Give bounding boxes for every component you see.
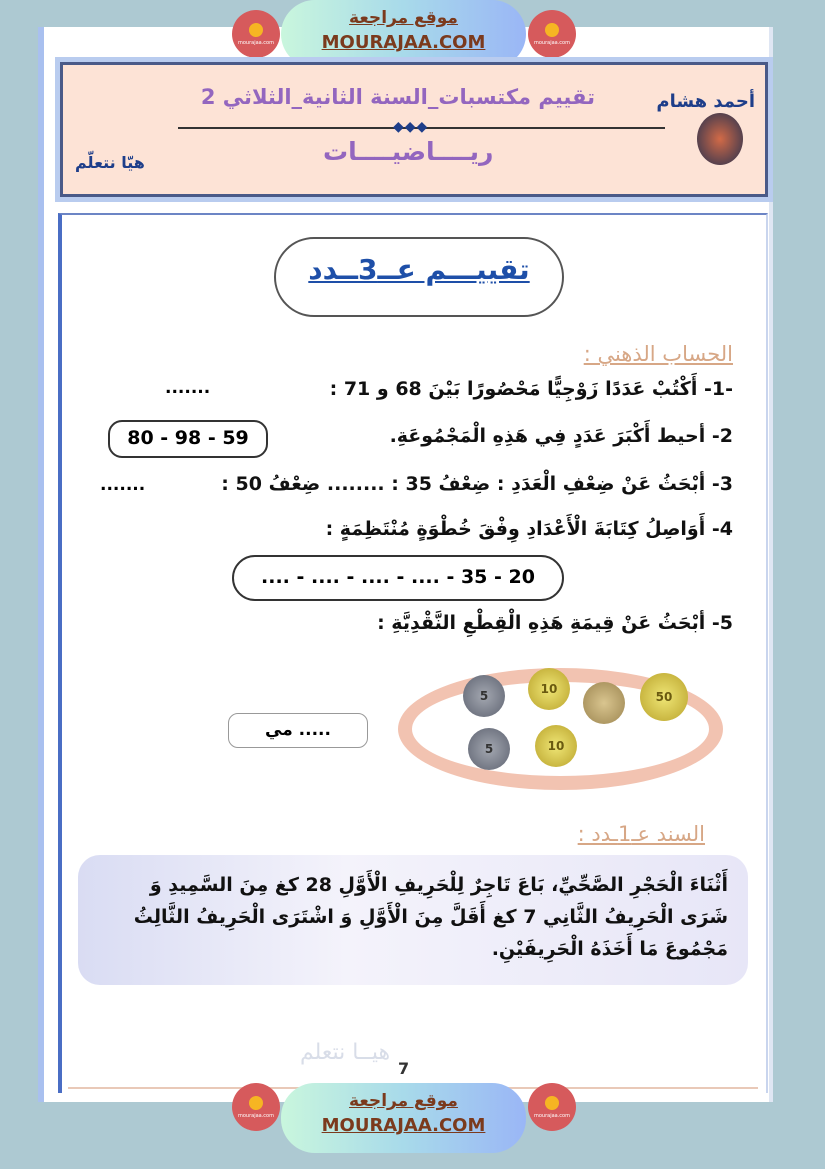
author-name: أحمد هشام (656, 91, 755, 112)
question-5: 5- أبْحَثُ عَنْ قِيمَةِ هَذِهِ الْقِطْعِ النَّقْدِيَّةِ : (377, 612, 733, 634)
assessment-badge (274, 237, 564, 317)
coin-bronze (583, 682, 625, 724)
question-2: 2- أحيط أَكْبَرَ عَدَدٍ فِي هَذِهِ الْمَجْمُوعَةِ. (389, 425, 733, 447)
problem-text: أَثْنَاءَ الْحَجْرِ الصَّحِّيِّ، بَاعَ تَاجِرٌ لِلْحَرِيفِ الْأَوَّلِ 28 كغ مِنَ السَّمِيدِ وَ شَرَى الْحَرِيفُ الثَّانِي 7 كغ أَقَلَّ مِنَ الْأَوَّلِ وَ اشْتَرَى الْحَرِيفُ الثَّالِثُ مَجْمُوعَ مَا أَخَذَهُ الْحَرِيفَيْنِ. (78, 855, 748, 985)
worksheet-header (60, 62, 768, 197)
coin-50: 50 (640, 673, 688, 721)
brand-logo-right: mourajaa.com (528, 10, 576, 58)
section-context: السند عـ1ـدد : (577, 822, 705, 846)
footer-watermark: هيــا نتعلم (300, 1040, 391, 1065)
coin-10: 10 (535, 725, 577, 767)
brand-logo-right-bottom: mourajaa.com (528, 1083, 576, 1131)
book-icon (249, 23, 263, 37)
slogan: هيّا نتعلّم (75, 153, 145, 172)
coin-10: 10 (528, 668, 570, 710)
question-1: -1- أَكْتُبْ عَدَدًا زَوْجِيًّا مَحْصُورًا بَيْنَ 68 و 71 : (329, 378, 733, 400)
answer-blank-1[interactable]: ....... (165, 378, 211, 398)
badge-title: تقييـــم عــ3ــدد (308, 253, 530, 286)
sequence-box[interactable]: .... - .... - .... - .... - 35 - 20 (232, 555, 564, 601)
book-icon (545, 1096, 559, 1110)
coin-5: 5 (463, 675, 505, 717)
section-mental-math: الحساب الذهني : (583, 342, 733, 366)
brand-logo-left: mourajaa.com (232, 10, 280, 58)
coin-value-answer[interactable]: ..... مي (228, 713, 368, 748)
header-title: تقييم مكتسبات_السنة الثانية_الثلاثي 2 (200, 85, 595, 109)
answer-blank-3[interactable]: ....... (100, 475, 146, 495)
page-number: 7 (398, 1059, 410, 1078)
brand-en: MOURAJAA.COM (321, 1115, 486, 1136)
subject-title: ريــــاضيــــات (323, 137, 494, 166)
brand-banner-top[interactable] (281, 0, 526, 68)
book-icon (249, 1096, 263, 1110)
question-3: 3- أبْحَثُ عَنْ ضِعْفِ الْعَدَدِ : ضِعْفُ 35 : ........ ضِعْفُ 50 : (221, 473, 733, 495)
brand-en: MOURAJAA.COM (321, 32, 486, 53)
brand-logo-left-bottom: mourajaa.com (232, 1083, 280, 1131)
author-avatar (697, 113, 743, 165)
diamond-ornament-icon: ◆◆◆ (393, 119, 429, 135)
brand-ar: موقع مراجعة (349, 1091, 458, 1111)
number-set-box[interactable]: 80 - 98 - 59 (108, 420, 268, 458)
coin-5: 5 (468, 728, 510, 770)
brand-banner-bottom[interactable] (281, 1083, 526, 1153)
brand-ar: موقع مراجعة (349, 8, 458, 28)
question-4: 4- أَوَاصِلُ كِتَابَةَ الْأَعْدَادِ وِفْقَ خُطْوَةٍ مُنْتَظِمَةٍ : (325, 518, 733, 540)
book-icon (545, 23, 559, 37)
